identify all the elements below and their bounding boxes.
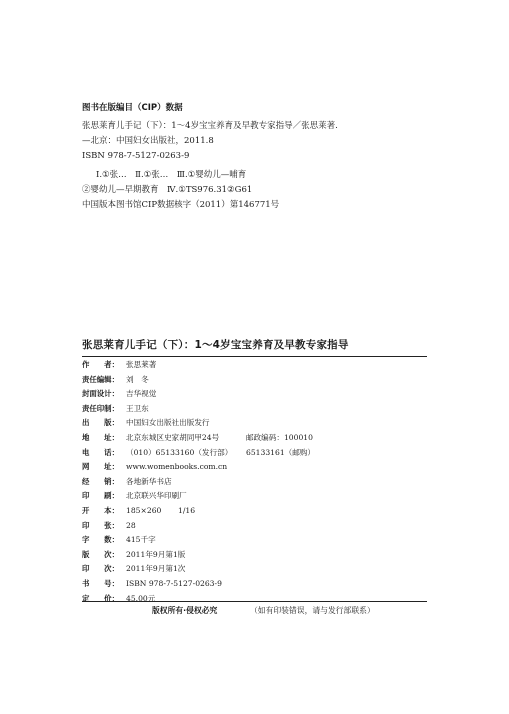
detail-label: 电 话： [82,447,119,457]
detail-label: 地 址： [82,432,119,442]
detail-row [82,592,427,607]
detail-value: 185×260 [126,505,162,515]
detail-secondary-value: 65133161（邮购） [246,447,316,457]
detail-value: 415千字 [126,535,156,545]
detail-label: 定 价： [82,593,119,603]
detail-row [82,460,427,475]
detail-label: 出 版： [82,418,119,428]
detail-row [82,402,427,417]
detail-value: 王卫东 [126,403,149,413]
detail-value: 2011年9月第1次 [126,564,186,574]
detail-secondary-value: 1/16 [178,505,196,515]
detail-row [82,577,427,592]
cip-title: 图书在版编目（CIP）数据 [82,103,183,113]
detail-row [82,519,427,534]
detail-row [82,489,427,504]
detail-label: 责任印制： [82,403,119,413]
cip-data-number: 中国版本图书馆CIP数据核字（2011）第146771号 [82,200,280,210]
detail-row [82,562,427,577]
bottom-rule [82,601,427,602]
detail-row [82,431,427,446]
detail-value: www.womenbooks.com.cn [126,462,228,472]
detail-label: 字 数： [82,535,119,545]
detail-row [82,358,427,373]
detail-row [82,416,427,431]
publication-details [82,358,427,606]
detail-value: （010）65133160（发行部） [126,447,233,457]
detail-label: 网 址： [82,462,119,472]
misprint-notice: （如有印装错误，请与发行部联系） [250,606,375,615]
detail-value: 2011年9月第1版 [126,549,186,559]
detail-label: 印 次： [82,564,119,574]
detail-row [82,533,427,548]
detail-value: 北京东城区史家胡同甲24号 [126,432,220,442]
top-rule [82,356,427,357]
detail-label: 责任编辑： [82,374,119,384]
detail-label: 开 本： [82,505,119,515]
cip-block [82,102,452,213]
detail-label: 版 次： [82,549,119,559]
detail-value: 吉华视觉 [126,389,157,399]
detail-value: ISBN 978-7-5127-0263-9 [126,578,222,588]
detail-row [82,446,427,461]
cip-classification: ②婴幼儿—早期教育 Ⅳ.①TS976.31②G61 [82,185,253,195]
detail-value: 张思莱著 [126,360,157,369]
detail-row [82,548,427,563]
detail-value: 中国妇女出版社出版发行 [126,418,210,428]
detail-label: 印 张： [82,520,119,530]
detail-label: 经 销： [82,476,119,486]
detail-secondary-value: 邮政编码：100010 [246,432,313,442]
detail-value: 45.00元 [126,593,156,603]
detail-label: 书 号： [82,578,119,588]
detail-value: 28 [126,520,136,530]
cip-line: ISBN 978-7-5127-0263-9 [82,151,190,161]
detail-label: 作 者： [82,360,119,369]
detail-label: 封面设计： [82,389,119,399]
detail-value: 各地新华书店 [126,476,172,486]
detail-value: 北京联兴华印刷厂 [126,491,187,501]
cip-line: —北京：中国妇女出版社，2011.8 [82,136,214,146]
cip-line: 张思莱育儿手记（下）：1～4岁宝宝养育及早教专家指导／张思莱著. [82,121,338,131]
cip-classification: Ⅰ.①张… Ⅱ.①张… Ⅲ.①婴幼儿—哺育 [96,170,247,180]
detail-row [82,504,427,519]
detail-row [82,475,427,490]
detail-row [82,373,427,388]
detail-row [82,387,427,402]
detail-label: 印 刷： [82,491,119,501]
copyright-notice: 版权所有·侵权必究 [152,606,218,615]
detail-value: 刘 冬 [126,374,149,384]
book-title: 张思莱育儿手记（下）：1～4岁宝宝养育及早教专家指导 [82,339,349,351]
